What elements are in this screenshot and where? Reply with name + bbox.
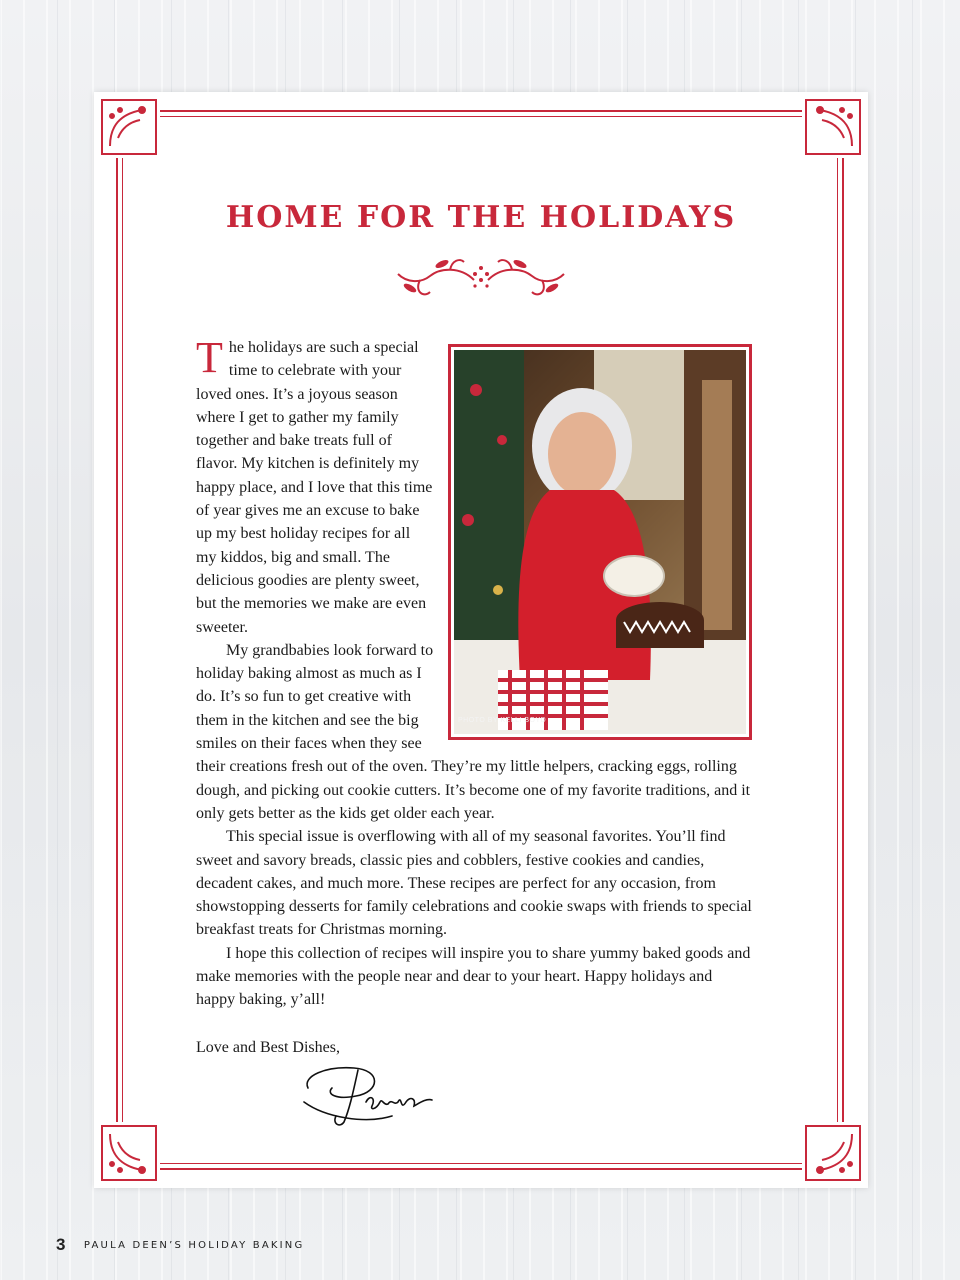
letter-body (196, 333, 752, 1059)
paragraph-4: I hope this collection of recipes will inspire you to share yummy baked goods and make memories with the people near and dear to your heart. Happy holidays and happy baking, y’all! (196, 944, 751, 1009)
photo-frame (448, 344, 752, 740)
paula-deen-photo (454, 350, 746, 734)
corner-ornament-icon (802, 96, 864, 158)
magazine-page (94, 92, 868, 1188)
publication-title: PAULA DEEN’S HOLIDAY BAKING (83, 1239, 305, 1251)
holly-flourish-icon (390, 252, 572, 306)
photo-credit: PHOTO BY KELLI BOYD (458, 716, 547, 724)
paragraph-3: This special issue is overflowing with all of my seasonal favorites. You’ll find sweet and savory breads, classic pies and cobblers, festive cookies and candies, decadent cakes, and much more. These recipes are perfect for any occasion, from showstopping desserts for family celebrations and cookie swaps with friends to special breakfast treats for Christmas morning. (196, 828, 752, 939)
drop-cap: T (196, 333, 223, 382)
corner-ornament-icon (98, 96, 160, 158)
corner-ornament-icon (802, 1122, 864, 1184)
page-title: HOME FOR THE HOLIDAYS (225, 200, 737, 235)
corner-ornament-icon (98, 1122, 160, 1184)
signoff: Love and Best Dishes, (196, 1038, 340, 1056)
paragraph-2: My grandbabies look forward to holiday baking almost as much as I do. It’s so fun to get creative with them in the kitchen and see the big smiles on their faces when they see their creations fresh out of the oven. They’re my little helpers, cracking eggs, rolling dough, and picking out cookie cutters. It’s become one of my favorite traditions, and it only gets better as the kids get older each year. (196, 641, 751, 822)
page-number: 3 (56, 1235, 66, 1254)
page-footer (56, 1235, 304, 1255)
paragraph-1: he holidays are such a special time to celebrate with your loved ones. It’s a joyous season where I get to gather my family together and bake treats full of flavor. My kitchen is definitely my happy place, and I love that this time of year gives me an excuse to bake up my best holiday recipes for all my kiddos, big and small. The delicious goodies are plenty sweet, but the memories we make are even sweeter. (196, 339, 433, 636)
handwritten-signature (296, 1058, 446, 1130)
